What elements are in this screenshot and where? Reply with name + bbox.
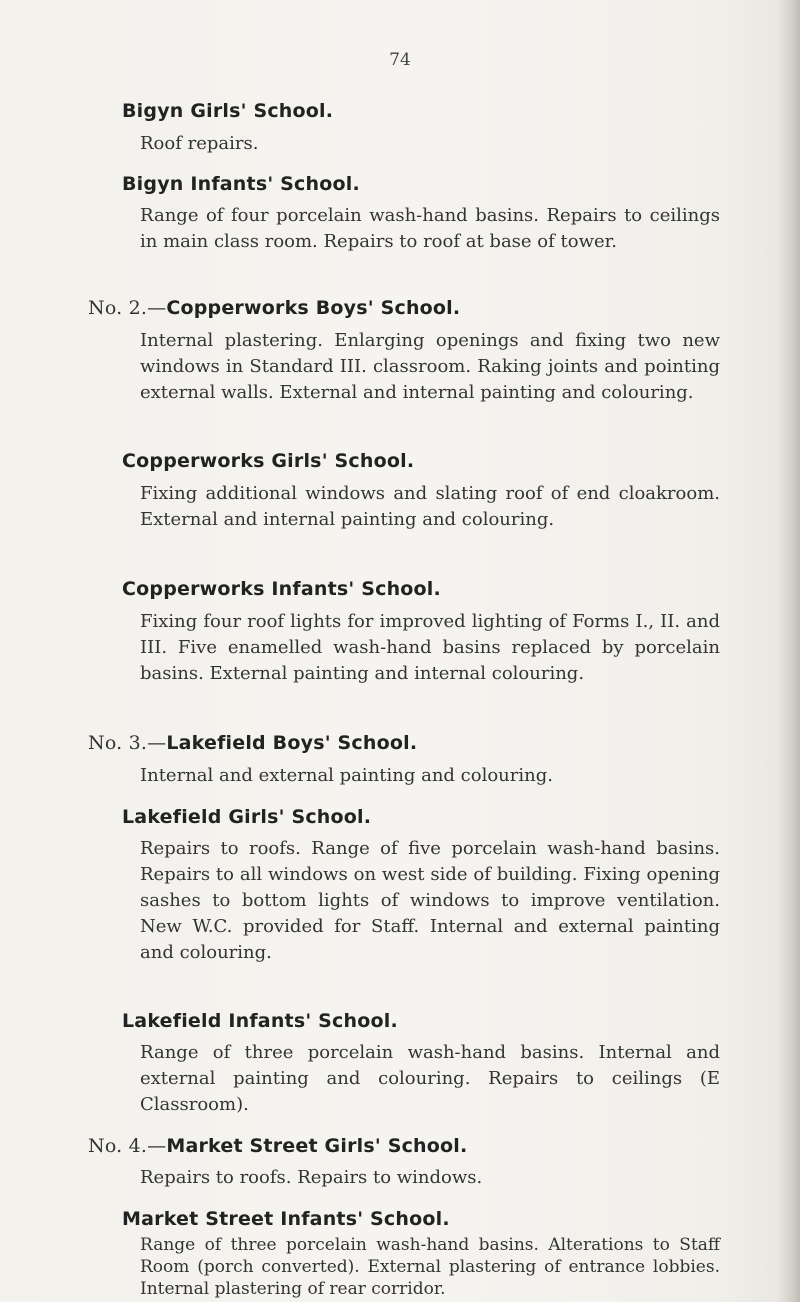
section-body: Internal plastering. Enlarging openings and fixing two new windows in Standard III. classroom. Raking joints and pointing external walls. External and internal painting and colouring. (140, 330, 720, 403)
section-heading (122, 1208, 450, 1230)
section-title: Bigyn Infants' School. (122, 173, 360, 195)
section-heading (88, 297, 460, 319)
section-heading (122, 1010, 398, 1032)
section-body: Repairs to roofs. Range of five porcelain wash-hand basins. Repairs to all windows on west side of building. Fixing opening sashes to bottom lights of windows to improve ventilation. New W.C. provided for Staff. Internal and external painting and colouring. (140, 838, 720, 963)
section-title: Lakefield Boys' School. (166, 732, 418, 754)
section-heading (122, 806, 371, 828)
section-number-label: No. 2.— (88, 297, 167, 319)
section-heading (122, 578, 441, 600)
section-heading (88, 732, 417, 754)
section-title: Bigyn Girls' School. (122, 100, 334, 122)
section-title: Market Street Girls' School. (166, 1135, 468, 1157)
section-heading (122, 100, 333, 122)
section-body: Repairs to roofs. Repairs to windows. (140, 1167, 483, 1188)
section-body: Fixing additional windows and slating roof of end cloakroom. External and internal painting and colouring. (140, 483, 720, 530)
section-body: Fixing four roof lights for improved lighting of Forms I., II. and III. Five enamelled wash-hand basins replaced by porcelain basins. External painting and internal colouring. (140, 611, 720, 684)
section-title: Copperworks Boys' School. (166, 297, 461, 319)
section-number-label: No. 3.— (88, 732, 167, 754)
section-title: Copperworks Infants' School. (122, 578, 441, 600)
section-title: Copperworks Girls' School. (122, 450, 415, 472)
page-edge-shadow (778, 0, 800, 1302)
section-heading (88, 1135, 467, 1157)
section-title: Lakefield Girls' School. (122, 806, 372, 828)
section-body: Range of four porcelain wash-hand basins. Repairs to ceilings in main class room. Repairs to roof at base of tower. (140, 205, 720, 252)
section-number-label: No. 4.— (88, 1135, 167, 1157)
section-body: Range of three porcelain wash-hand basins. Internal and external painting and colouring. Repairs to ceilings (E Classroom). (140, 1042, 720, 1115)
section-body: Internal and external painting and colouring. (140, 765, 553, 786)
section-heading (122, 173, 360, 195)
section-body: Roof repairs. (140, 133, 259, 154)
section-body: Range of three porcelain wash-hand basins. Alterations to Staff Room (porch converted). External plastering of entrance lobbies. Internal plastering of rear corridor. (140, 1235, 720, 1299)
section-heading (122, 450, 414, 472)
section-title: Lakefield Infants' School. (122, 1010, 398, 1032)
section-title: Market Street Infants' School. (122, 1208, 450, 1230)
page-number: 74 (389, 50, 411, 70)
